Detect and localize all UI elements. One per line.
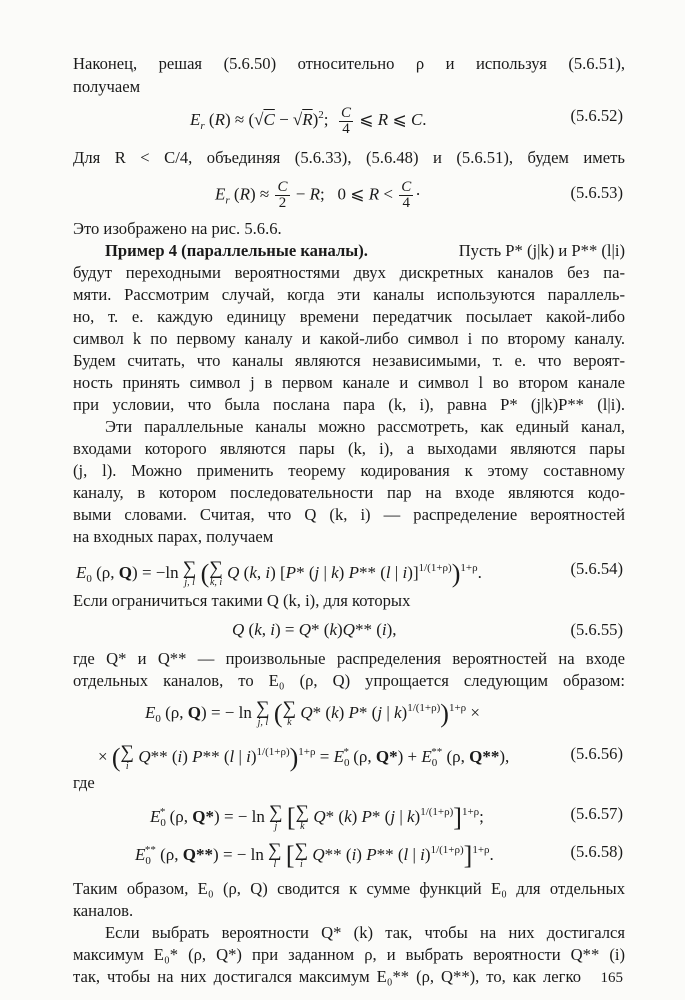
text-line: ность принять символ j в первом канале и символ l во втором канале (73, 373, 625, 392)
equation-number: (5.6.52) (570, 106, 623, 125)
text-line: Будем считать, что каналы являются независимыми, т. е. что вероят- (73, 351, 625, 370)
text-line: Если ограничиться такими Q (k, i), для которых (73, 591, 411, 610)
text-line: Эти параллельные каналы можно рассмотреть, как единый канал, (105, 417, 625, 436)
text-line: максимум E₀* (ρ, Q*) при заданном ρ, и выбрать вероятности Q** (i) (73, 945, 625, 964)
text-line: символ k по первому каналу и какой-либо символ i по второму каналу. (73, 329, 625, 348)
text-line: мяти. Рассмотрим случай, когда эти каналы используются параллель- (73, 285, 625, 304)
text-line: Таким образом, E₀ (ρ, Q) сводится к сумме функций E₀ для отдельных (73, 879, 625, 898)
equation-5-6-56-line1: $E_0$ (ρ, Q) = − ln ∑ j, l ( ∑ k Q* (k) P* (j | k)$^{1/(1+\rho)}$)$^{1+\rho}$ × (145, 697, 480, 728)
text-line: так, чтобы на них достигался максимум E₀** (ρ, Q**), то, как легко (73, 967, 581, 986)
equation-number: (5.6.54) (570, 559, 623, 578)
text-line: получаем (73, 77, 141, 96)
text-line: Если выбрать вероятности Q* (k) так, чтобы на них достигался (105, 923, 625, 942)
equation-5-6-52: $E_r$ $(R) \approx (√C - √R)^2$; $\frac{C}{4}$ ⩽ R ⩽ C. (190, 104, 427, 137)
text-line: при условии, что была послана пара (k, i), равна P* (j|k)P** (l|i). (73, 395, 625, 414)
page-number: 165 (600, 970, 623, 986)
text-line: каналу, в котором последовательности пар на входе являются кодо- (73, 483, 625, 502)
text-line: каналов. (73, 901, 134, 920)
text-span: Пусть P* (j|k) и P** (l|i) (458, 241, 625, 260)
example-title: Пример 4 (параллельные каналы). (105, 241, 368, 260)
equation-5-6-57: $E_0^*$ (ρ, Q*) = − ln ∑ j [ ∑ k Q* (k) P* (j | k)$^{1/(1+\rho)}$]$^{1+\rho}$; (150, 801, 484, 832)
text-line: Для R < C/4, объединяя (5.6.33), (5.6.48) и (5.6.51), будем иметь (73, 148, 625, 167)
equation-5-6-56-line2: × ( ∑ i Q** (i) P** (l | $i)^{1/(1+\rho)})^{1+\rho} = E_0^*$ (ρ, $Q*) + E_0^{**}$ (ρ, Q**), (98, 741, 510, 772)
equation-number: (5.6.58) (570, 842, 623, 861)
text-line: входами которого являются пары (k, i), а выходами являются пары (73, 439, 625, 458)
text-line: отдельных каналов, то E₀ (ρ, Q) упрощается следующим образом: (73, 671, 625, 690)
equation-number: (5.6.56) (570, 744, 623, 763)
text-line: но, т. е. каждую единицу времени передатчик посылает какой-либо (73, 307, 625, 326)
text-line: (j, l). Можно применить теорему кодирования к этому составному (73, 461, 625, 480)
text-line (105, 240, 625, 262)
text-line: где Q* и Q** — произвольные распределения вероятностей на входе (73, 649, 625, 668)
equation-5-6-54-body: $E_0$ (ρ, Q) = −ln ∑ j, l ( ∑ k, i Q (k, i) [P* (j | k) P** (l | i)]$^{1/(1+\rho)}$)$^{1+\rho}$. (76, 557, 482, 588)
equation-5-6-58: $E_0^{**}$ (ρ, Q**) = − ln ∑ l [ ∑ i Q** (i) P** (l | i)$^{1/(1+\rho)}$]$^{1+\rho}$. (135, 839, 494, 870)
equation-number: (5.6.53) (570, 183, 623, 202)
text-line: выми словами. Считая, что Q (k, i) — распределение вероятностей (73, 505, 625, 524)
equation-number: (5.6.57) (570, 804, 623, 823)
equation-5-6-53: $E_r$ (R) ≈ $\frac{C}{2}$ − R; 0 ⩽ R < $\frac{C}{4}$ · (215, 179, 421, 211)
text-line: на входных парах, получаем (73, 527, 274, 546)
text-line: где (73, 773, 95, 792)
equation-5-6-55: Q (k, i) = Q* (k)Q** (i), (232, 620, 397, 639)
text-line: Наконец, решая (5.6.50) относительно ρ и используя (5.6.51), (73, 54, 625, 73)
text-line: Это изображено на рис. 5.6.6. (73, 219, 282, 238)
equation-number: (5.6.55) (570, 620, 623, 639)
text-line: будут переходными вероятностями двух дискретных каналов без па- (73, 263, 625, 282)
